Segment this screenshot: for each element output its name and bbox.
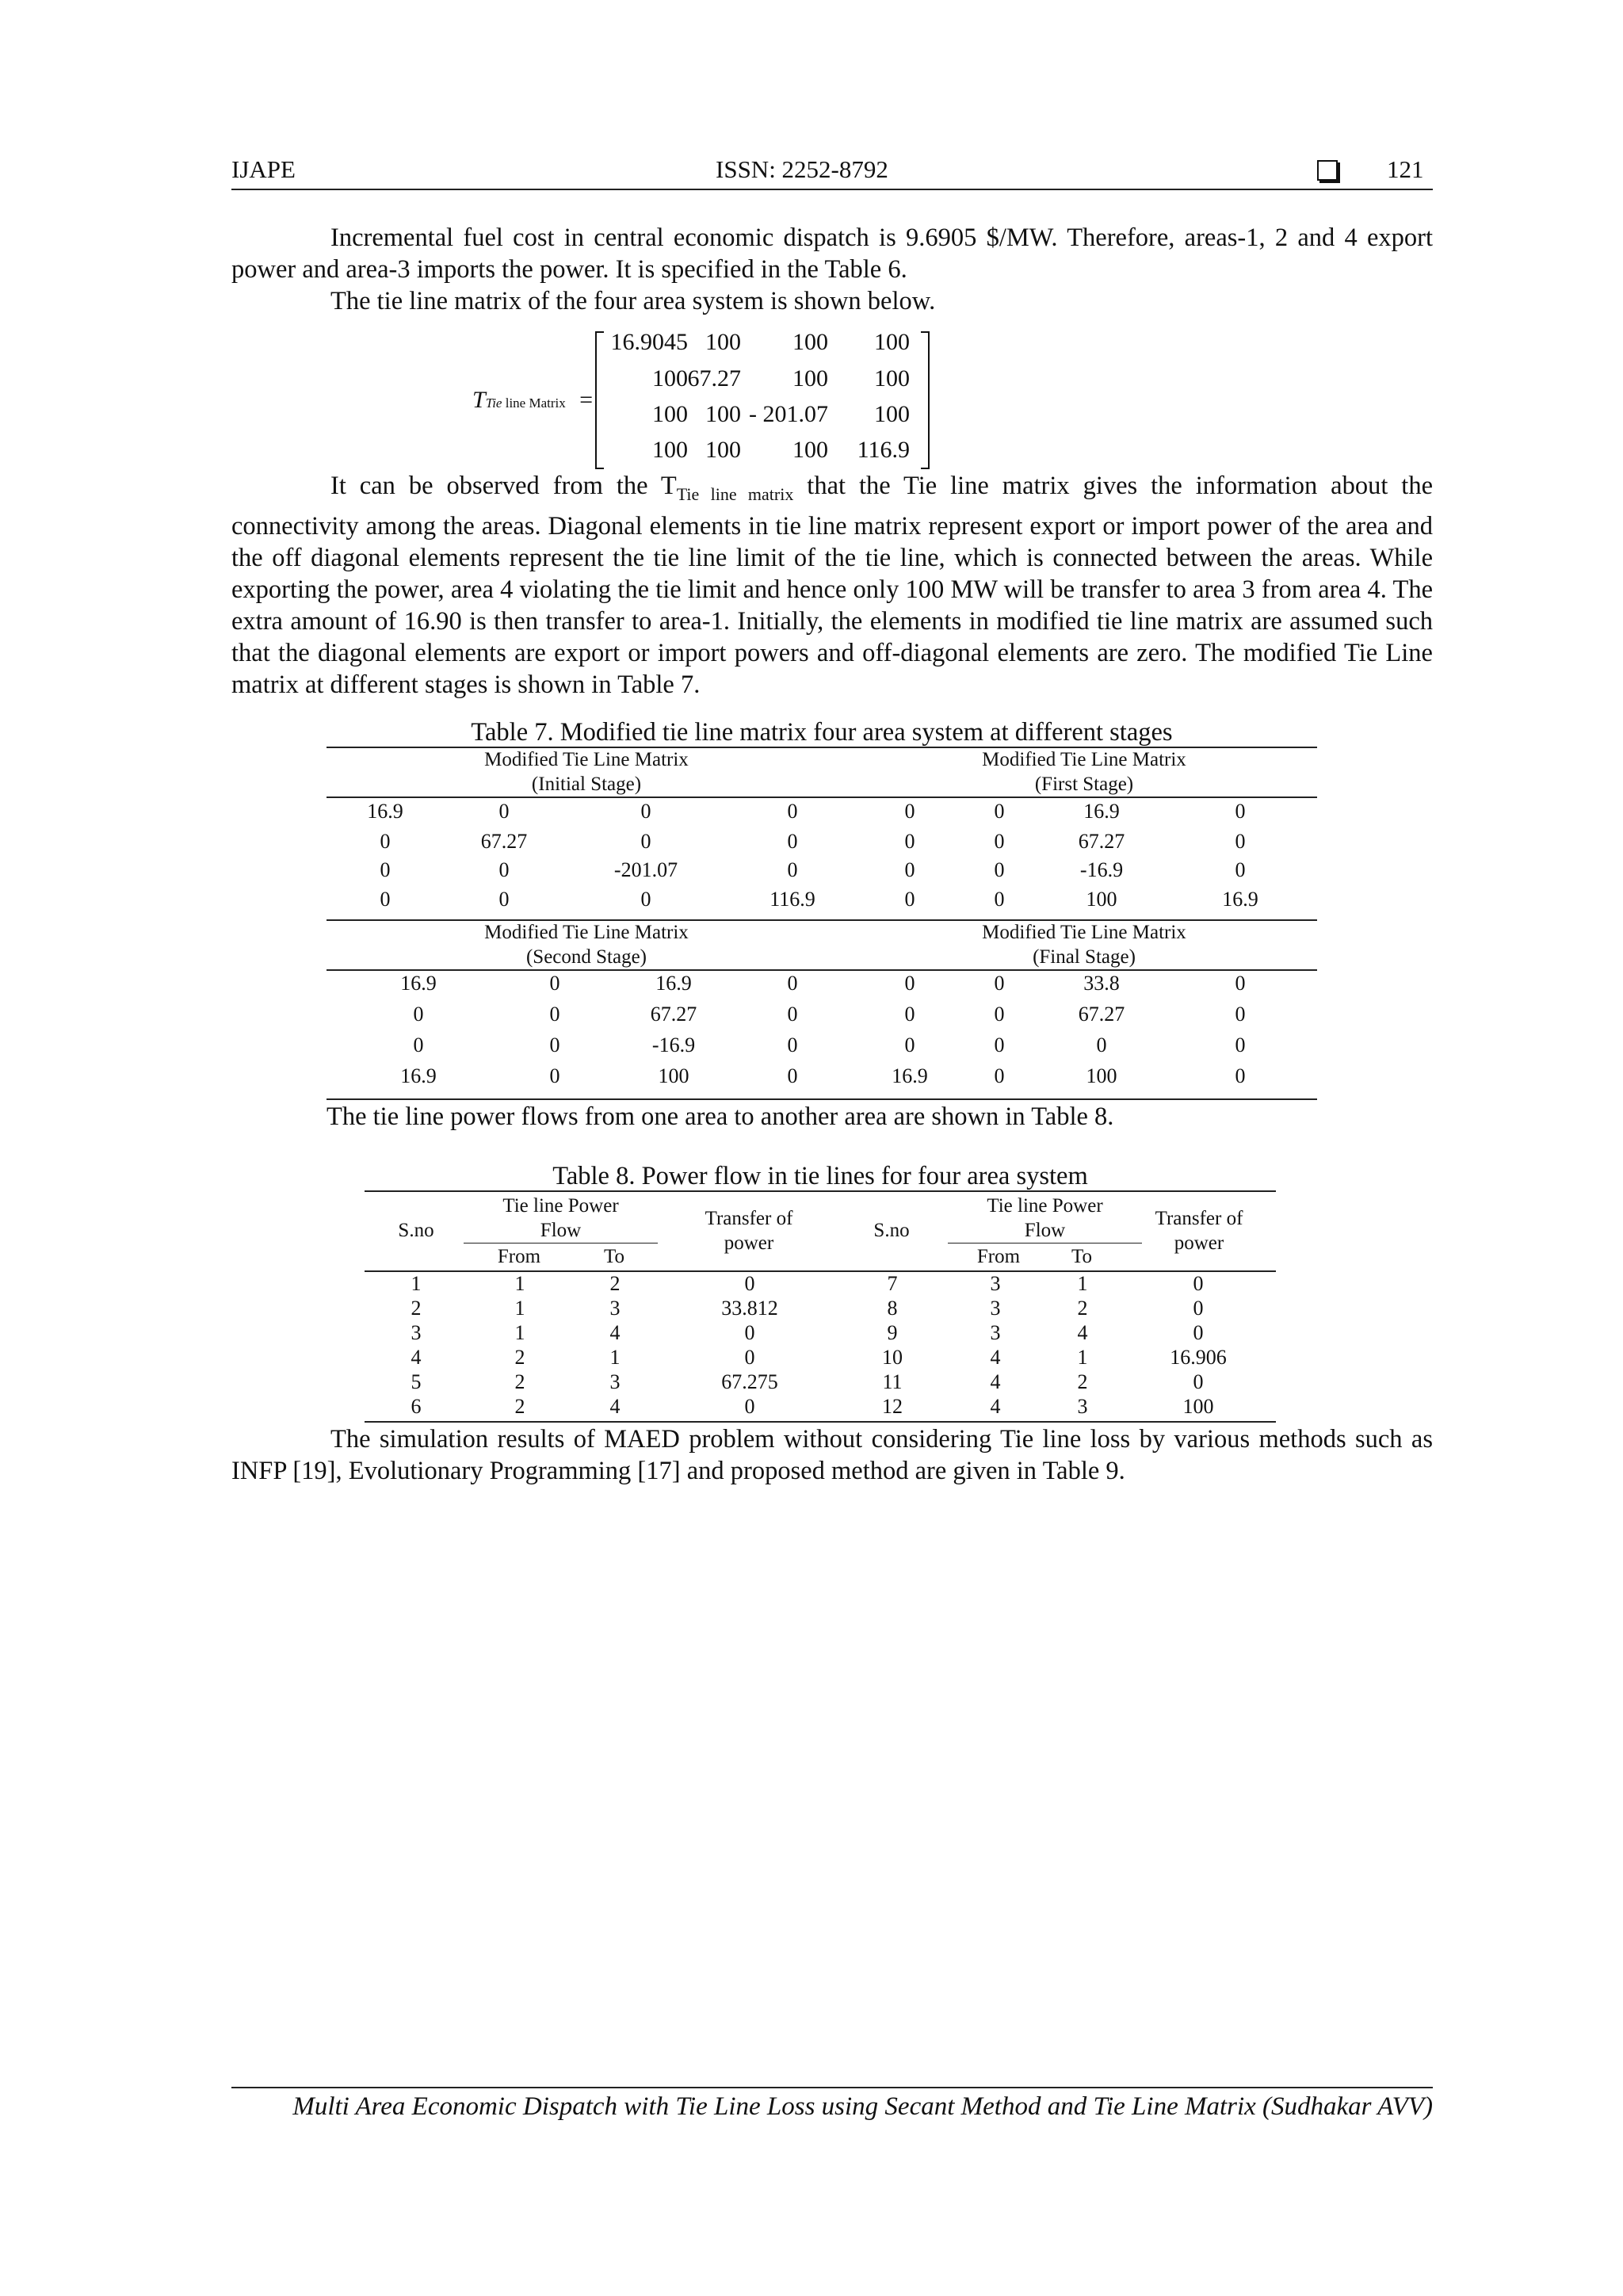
table7-cell: 0: [994, 858, 1005, 881]
table8-caption: Table 8. Power flow in tie lines for four area system: [552, 1162, 1088, 1190]
table7-cell: 0: [1235, 1064, 1246, 1087]
table8-cell: 0: [1193, 1272, 1204, 1295]
paragraph-3-start: It can be observed from the T: [330, 472, 677, 500]
table8-cell: 0: [744, 1395, 755, 1418]
table7-cell: 0: [380, 830, 391, 853]
table7-cell: 0: [380, 888, 391, 911]
table7-cell: 0: [640, 888, 651, 911]
matrix-cell: 100: [874, 365, 910, 392]
table7-cell: 0: [549, 1033, 560, 1056]
table7-bottom-rule: [327, 1098, 1317, 1100]
table8-cell: 4: [990, 1370, 1001, 1393]
table8-cell: 6: [411, 1395, 422, 1418]
table7-cell: 0: [1235, 800, 1246, 823]
matrix-cell: 100: [705, 329, 741, 355]
table7-cell: 0: [640, 830, 651, 853]
table7-cell: 16.9: [1083, 800, 1120, 823]
matrix-cell: 100: [652, 437, 688, 463]
table8-cell: 4: [411, 1346, 422, 1369]
table7-head-second: Modified Tie Line Matrix (Second Stage): [484, 922, 689, 968]
table7-cell: 100: [1086, 1064, 1117, 1087]
table7-cell: 16.9: [367, 800, 403, 823]
table7-cell: 100: [1086, 888, 1117, 911]
table7-cell: 67.27: [1078, 830, 1125, 853]
matrix-subscript-italic: Tie: [485, 395, 502, 411]
table7-cell: 16.9: [400, 1064, 437, 1087]
table7-cell: 0: [1235, 858, 1246, 881]
footer-rule: [231, 2087, 1433, 2088]
table8-transfer-head-right: Transfer of power: [1155, 1208, 1243, 1254]
table7-cell: 0: [549, 1064, 560, 1087]
matrix-subscript: line Matrix: [502, 395, 566, 411]
table7-cell: 0: [904, 1033, 915, 1056]
table7-head2-rule: [327, 969, 1317, 971]
table8-cell: 1: [514, 1297, 525, 1320]
table7-cell: -201.07: [613, 858, 678, 881]
table8-cell: 4: [609, 1395, 621, 1418]
table8-cell: 3: [1077, 1395, 1088, 1418]
matrix-cell: 100: [652, 401, 688, 427]
table8-cell: 11: [882, 1370, 903, 1393]
table7-cell: 16.9: [892, 1064, 928, 1087]
paragraph-3-rest: that the Tie line matrix gives the information about the connectivity among the areas. Diagonal elements in tie line matrix represent export or import power of the area and the off diagonal elements represent the tie line limit of the tie line, which is connected between the areas. While exporting the power, area 4 violating the tie limit and hence only 100 MW will be transfer to area 3 from area 4. The extra amount of 16.90 is then transfer to area-1. Initially, the elements in modified tie line matrix are assumed such that the diagonal elements are export or import powers and off-diagonal elements are zero. The modified Tie Line matrix at different stages is shown in Table 7.: [231, 472, 1433, 699]
paragraph-3-subscript: Tie line matrix: [676, 484, 794, 504]
matrix-cell: 116.9: [857, 437, 910, 463]
table8-cell: 1: [1077, 1346, 1088, 1369]
table8-from-head-right: From: [976, 1246, 1021, 1267]
matrix-cell: - 201.07: [749, 401, 828, 427]
table8-cell: 0: [1193, 1370, 1204, 1393]
table7-cell: 0: [787, 858, 798, 881]
table7-cell: 0: [994, 1064, 1005, 1087]
table7-cell: 0: [1235, 972, 1246, 995]
matrix-symbol: T: [472, 387, 486, 413]
table8-cell: 7: [887, 1272, 898, 1295]
table8-top-rule: [365, 1190, 1276, 1192]
table7-cell: 0: [498, 888, 510, 911]
table7-cell: 0: [904, 800, 915, 823]
table7-cell: 0: [787, 1033, 798, 1056]
table8-cell: 2: [514, 1370, 525, 1393]
table8-cell: 4: [1077, 1321, 1088, 1344]
table8-cell: 3: [609, 1297, 621, 1320]
table8-flow-rule-right: [948, 1243, 1142, 1244]
table8-cell: 3: [990, 1321, 1001, 1344]
table7-cell: 0: [498, 800, 510, 823]
table7-cell: 0: [1096, 1033, 1107, 1056]
table8-cell: 2: [411, 1297, 422, 1320]
table7-cell: 67.27: [650, 1003, 697, 1026]
matrix-cell: 67.27: [687, 365, 741, 392]
table8-cell: 16.906: [1170, 1346, 1227, 1369]
table7-cell: 0: [549, 1003, 560, 1026]
table8-to-head-right: To: [1071, 1246, 1093, 1267]
table7-cell: 0: [994, 1003, 1005, 1026]
table8-cell: 1: [411, 1272, 422, 1295]
table8-cell: 4: [609, 1321, 621, 1344]
paragraph-1: Incremental fuel cost in central economic dispatch is 9.6905 $/MW. Therefore, areas-1, 2 and 4 export power and area-3 imports the power. It is specified in the Table 6.: [231, 223, 1433, 284]
table8-sno-head-left: S.no: [398, 1220, 434, 1241]
paragraph-3: [231, 470, 1433, 701]
table7-cell: 0: [413, 1003, 424, 1026]
table7-cell: 0: [994, 800, 1005, 823]
matrix-equals: =: [578, 387, 594, 413]
table8-from-head-left: From: [497, 1246, 541, 1267]
table7-cell: 0: [640, 800, 651, 823]
header-rule: [231, 189, 1433, 190]
paragraph-2: The tie line matrix of the four area system is shown below.: [330, 287, 936, 315]
table8-cell: 2: [1077, 1297, 1088, 1320]
table8-cell: 2: [514, 1395, 525, 1418]
table7-cell: 0: [498, 858, 510, 881]
table7-head-first: Modified Tie Line Matrix (First Stage): [982, 749, 1186, 795]
table8-cell: 1: [609, 1346, 621, 1369]
footer-citation: Multi Area Economic Dispatch with Tie Line Loss using Secant Method and Tie Line Matrix (Sudhakar AVV): [292, 2092, 1433, 2121]
table8-flow-head-right: Tie line Power Flow: [987, 1195, 1103, 1241]
table8-bottom-rule: [365, 1421, 1276, 1423]
table7-cell: 100: [658, 1064, 689, 1087]
table8-cell: 2: [609, 1272, 621, 1295]
matrix-label: [472, 387, 594, 414]
table7-cell: 0: [904, 1003, 915, 1026]
table7-cell: 16.9: [400, 972, 437, 995]
table7-cell: 0: [994, 888, 1005, 911]
table7-cell: 0: [1235, 1033, 1246, 1056]
table7-cell: 16.9: [1222, 888, 1258, 911]
matrix-cell: 100: [792, 365, 828, 392]
table7-cell: 0: [787, 800, 798, 823]
table7-cell: 16.9: [655, 972, 692, 995]
table8-cell: 33.812: [721, 1297, 778, 1320]
table7-cell: 0: [413, 1033, 424, 1056]
table7-cell: 0: [994, 830, 1005, 853]
table8-cell: 10: [882, 1346, 903, 1369]
table7-cell: 0: [904, 858, 915, 881]
table7-caption: Table 7. Modified tie line matrix four area system at different stages: [471, 718, 1173, 747]
table8-cell: 2: [1077, 1370, 1088, 1393]
table7-cell: 33.8: [1083, 972, 1120, 995]
table8-cell: 0: [1193, 1321, 1204, 1344]
table8-cell: 5: [411, 1370, 422, 1393]
table7-cell: 116.9: [769, 888, 815, 911]
page-number: 121: [1387, 155, 1424, 183]
issn: ISSN: 2252-8792: [716, 155, 888, 183]
matrix-cell: 100: [874, 401, 910, 427]
matrix-cell: 16.9045: [610, 329, 688, 355]
table8-transfer-head-left: Transfer of power: [705, 1208, 793, 1254]
table7-cell: -16.9: [1079, 858, 1124, 881]
matrix-cell: 100: [792, 437, 828, 463]
table8-cell: 0: [744, 1272, 755, 1295]
table8-cell: 1: [514, 1272, 525, 1295]
table7-cell: 0: [380, 858, 391, 881]
journal-name: IJAPE: [231, 155, 296, 183]
table8-cell: 0: [744, 1346, 755, 1369]
table8-cell: 2: [514, 1346, 525, 1369]
table7-cell: 0: [1235, 1003, 1246, 1026]
table7-cell: 67.27: [1078, 1003, 1125, 1026]
table8-cell: 8: [887, 1297, 898, 1320]
table7-cell: 0: [904, 830, 915, 853]
table8-cell: 9: [887, 1321, 898, 1344]
table7-head-rule: [327, 797, 1317, 798]
matrix-cell: 100: [652, 365, 688, 392]
table8-cell: 4: [990, 1395, 1001, 1418]
table8-cell: 1: [1077, 1272, 1088, 1295]
table7-head-final: Modified Tie Line Matrix (Final Stage): [982, 922, 1186, 968]
table8-sno-head-right: S.no: [873, 1220, 910, 1241]
table7-cell: 67.27: [480, 830, 528, 853]
table7-cell: 0: [549, 972, 560, 995]
table8-cell: 4: [990, 1346, 1001, 1369]
table7-cell: 0: [787, 1003, 798, 1026]
table7-cell: 0: [787, 830, 798, 853]
table7-cell: 0: [904, 972, 915, 995]
square-bullet-icon: [1317, 155, 1338, 184]
table8-cell: 0: [744, 1321, 755, 1344]
table7-cell: 0: [787, 972, 798, 995]
table8-cell: 3: [990, 1297, 1001, 1320]
table8-cell: 3: [411, 1321, 422, 1344]
table8-cell: 1: [514, 1321, 525, 1344]
table8-cell: 3: [609, 1370, 621, 1393]
table8-flow-head-left: Tie line Power Flow: [502, 1195, 619, 1241]
table8-cell: 100: [1182, 1395, 1214, 1418]
matrix-cell: 100: [705, 401, 741, 427]
table8-cell: 0: [1193, 1297, 1204, 1320]
table8-cell: 12: [882, 1395, 903, 1418]
table8-flow-rule-left: [464, 1243, 658, 1244]
table7-cell: 0: [904, 888, 915, 911]
paragraph-4: The tie line power flows from one area to another area are shown in Table 8.: [327, 1102, 1114, 1131]
table7-cell: 0: [994, 972, 1005, 995]
matrix-right-bracket: [921, 331, 930, 469]
table7-cell: 0: [1235, 830, 1246, 853]
table7-cell: -16.9: [651, 1033, 696, 1056]
table8-to-head-left: To: [603, 1246, 625, 1267]
matrix-cell: 100: [792, 329, 828, 355]
table8-cell: 67.275: [721, 1370, 778, 1393]
table8-cell: 3: [990, 1272, 1001, 1295]
table7-cell: 0: [994, 1033, 1005, 1056]
table7-head-initial: Modified Tie Line Matrix (Initial Stage): [484, 749, 689, 795]
paragraph-5: The simulation results of MAED problem without considering Tie line loss by various methods such as INFP [19], Evolutionary Programming [17] and proposed method are given in Table 9.: [231, 1425, 1433, 1485]
matrix-cell: 100: [874, 329, 910, 355]
matrix-cell: 100: [705, 437, 741, 463]
table7-cell: 0: [787, 1064, 798, 1087]
